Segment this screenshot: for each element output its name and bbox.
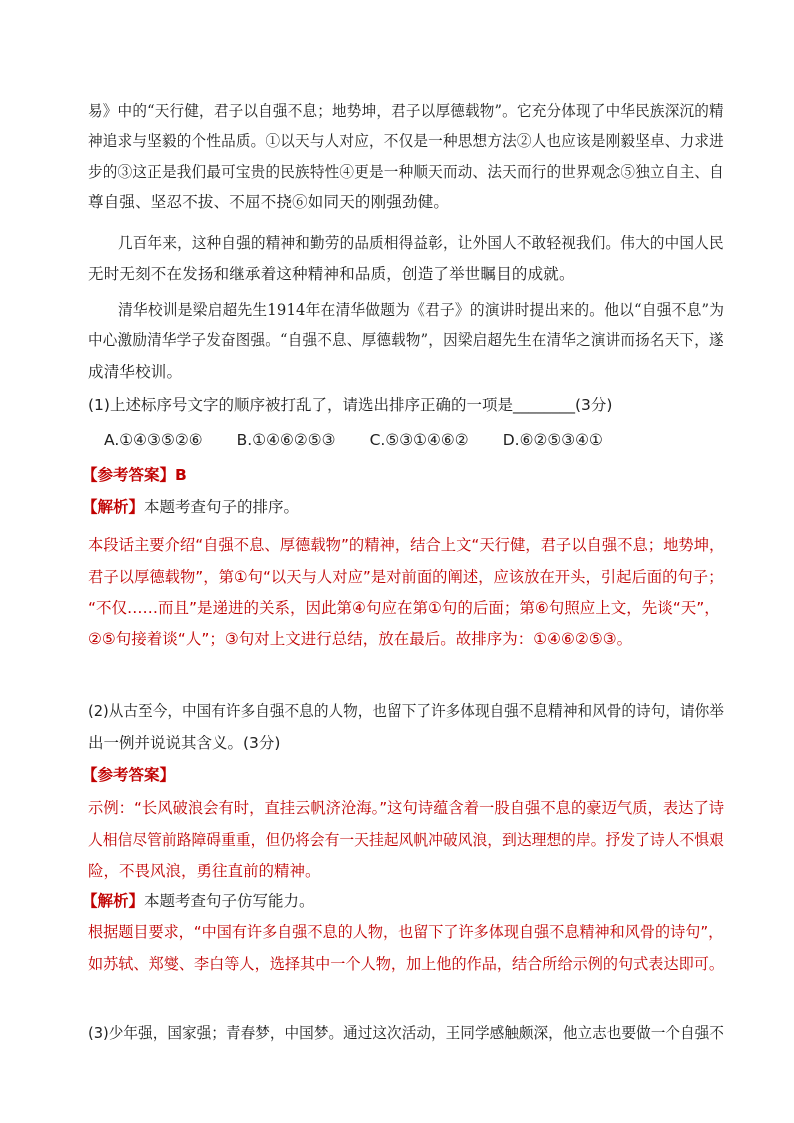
passage-line: 神追求与坚毅的个性品质。①以天与人对应，不仅是一种思想方法②人也应该是刚毅坚卓、力求进 (88, 132, 724, 150)
passage-line: 易》中的“天行健，君子以自强不息；地势坤，君子以厚德载物”。它充分体现了中华民族深沉的精 (88, 102, 724, 120)
q1-question: (1)上述标序号文字的顺序被打乱了，请选出排序正确的一项是________(3分) (88, 396, 613, 414)
q1-option-b[interactable]: B.①④⑥②⑤③ (236, 431, 336, 449)
analysis-tag: 【解析】 (82, 498, 145, 516)
q1-option-d[interactable]: D.⑥②⑤③④① (502, 431, 603, 449)
answer-tag: 【参考答案】 (82, 466, 176, 484)
passage-line: 清华校训是梁启超先生1914年在清华做题为《君子》的演讲时提出来的。他以“自强不息”为 (118, 301, 725, 319)
q2-answer-line: 险，不畏风浪，勇往直前的精神。 (88, 862, 321, 880)
passage-line: 成清华校训。 (88, 363, 183, 381)
q1-analysis-intro: 本题考查句子的排序。 (144, 498, 300, 516)
passage-line: 中心激励清华学子发奋图强。“自强不息、厚德载物”，因梁启超先生在清华之演讲而扬名天下，遂 (88, 331, 724, 349)
q2-analysis-heading (82, 890, 315, 912)
q1-options (104, 429, 637, 451)
q1-option-c[interactable]: C.⑤③①④⑥② (369, 431, 469, 449)
q2-analysis-intro: 本题考查句子仿写能力。 (144, 892, 315, 910)
q1-option-a[interactable]: A.①④③⑤②⑥ (104, 431, 203, 449)
q1-analysis-line: ②⑤句接着谈“人”；③句对上文进行总结，放在最后。故排序为：①④⑥②⑤③。 (88, 630, 633, 648)
answer-tag: 【参考答案】 (82, 766, 176, 784)
passage-line: 步的③这正是我们最可宝贵的民族特性④更是一种顺天而动、法天而行的世界观念⑤独立自主、自 (88, 163, 724, 181)
q3-question-line: (3)少年强，国家强；青春梦，中国梦。通过这次活动，王同学感触颇深，他立志也要做一个自强不 (88, 1024, 724, 1042)
q1-analysis-line: “不仅……而且”是递进的关系，因此第④句应在第①句的后面；第⑥句照应上文，先谈“天”， (88, 599, 720, 617)
q1-analysis-heading (82, 496, 299, 518)
q2-answer-line: 示例：“长风破浪会有时，直挂云帆济沧海。”这句诗蕴含着一股自强不息的豪迈气质，表达了诗 (88, 799, 725, 817)
passage-line: 尊自强、坚忍不拔、不屈不挠⑥如同天的刚强劲健。 (88, 193, 450, 211)
passage-line: 无时无刻不在发扬和继承着这种精神和品质，创造了举世瞩目的成就。 (88, 265, 575, 283)
passage-line: 几百年来，这种自强的精神和勤劳的品质相得益彰，让外国人不敢轻视我们。伟大的中国人民 (118, 234, 724, 252)
q2-answer-line: 人相信尽管前路障碍重重，但仍将会有一天挂起风帆冲破风浪，到达理想的岸。抒发了诗人不惧艰 (88, 831, 724, 849)
q1-analysis-line: 君子以厚德载物”，第①句“以天与人对应”是对前面的阐述，应该放在开头，引起后面的句子； (88, 568, 724, 586)
q2-question-line: (2)从古至今，中国有许多自强不息的人物，也留下了许多体现自强不息精神和风骨的诗句，请你举 (88, 702, 724, 720)
q1-analysis-line: 本段话主要介绍“自强不息、厚德载物”的精神，结合上文“天行健，君子以自强不息；地势坤， (88, 536, 725, 554)
q1-answer-value: B (175, 466, 187, 484)
q2-analysis-line: 如苏轼、郑燮、李白等人，选择其中一个人物，加上他的作品，结合所给示例的句式表达即可。 (88, 955, 725, 973)
analysis-tag: 【解析】 (82, 892, 145, 910)
q1-answer (82, 464, 187, 486)
q2-answer-heading (82, 764, 175, 786)
q2-question-line: 出一例并说说其含义。(3分) (88, 734, 281, 752)
q2-analysis-line: 根据题目要求，“中国有许多自强不息的人物，也留下了许多体现自强不息精神和风骨的诗句”， (88, 923, 724, 941)
